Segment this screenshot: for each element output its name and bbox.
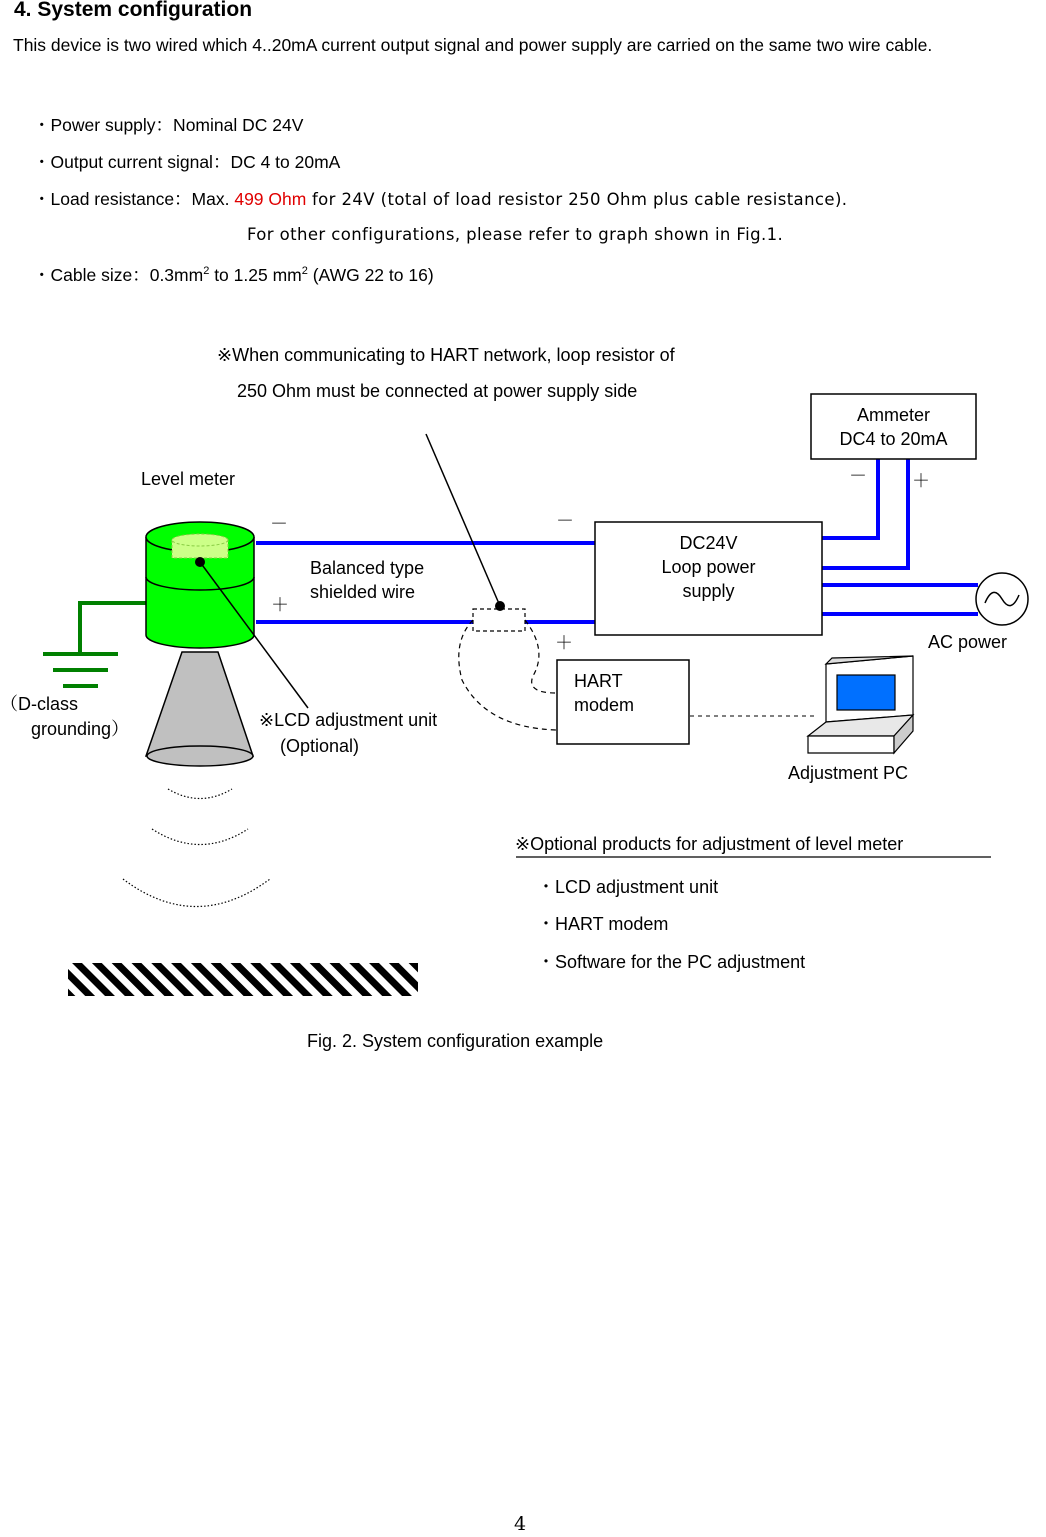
wire-label-line-2: shielded wire [310,582,416,602]
optional-item: ・Software for the PC adjustment [537,952,806,972]
loop-power-supply-label [595,531,822,603]
hart-note-line-2: 250 Ohm must be connected at power supply side [237,381,638,401]
load-prefix: ・Load resistance：Max. [33,189,235,209]
hart-modem-label [574,669,634,717]
ammeter-label [811,403,976,451]
optional-item: ・HART modem [537,914,669,934]
supply-minus-terminal: － [556,511,574,531]
spec-power-supply: ・Power supply：Nominal DC 24V [33,115,304,135]
page-number: 4 [514,1513,527,1535]
adjustment-pc-label: Adjustment PC [788,763,909,783]
lcd-adjustment-unit [172,534,228,558]
cable-text-a: ・Cable size：0.3mm [33,265,204,285]
ammeter-label-line-1: Ammeter [856,405,930,425]
loop-resistor [473,609,525,631]
ground-symbol [43,603,146,686]
load-value: 499 Ohm [234,189,307,209]
hart-connections [459,620,557,730]
level-meter-label: Level meter [141,469,236,489]
resistor-pointer [426,434,500,606]
lcd-unit-label-line-1: ※LCD adjustment unit [259,710,438,730]
grounding-label-line-2: grounding） [31,719,130,739]
lcd-unit-label-line-2: (Optional) [280,736,360,756]
cable-text-c: (AWG 22 to 16) [307,265,434,285]
adjustment-pc-icon [808,656,913,753]
spec-output-current: ・Output current signal：DC 4 to 20mA [33,152,341,172]
wire-label [310,556,424,604]
ammeter-label-line-2: DC4 to 20mA [839,429,948,449]
cable-text-b: to 1.25 mm [209,265,302,285]
supply-plus-terminal: ＋ [555,633,573,653]
supply-label-line-1: DC24V [679,533,738,553]
load-note: For other configurations, please refer to graph shown in Fig.1. [247,225,784,244]
supply-label-line-3: supply [682,581,735,601]
grounding-label-line-1: （D-class [0,694,79,714]
cable-superscript-2: 2 [301,265,308,278]
cable-superscript-1: 2 [203,265,210,278]
ac-power-source [976,573,1028,625]
section-heading: 4. System configuration [14,0,253,21]
optional-products-title: ※Optional products for adjustment of level meter [515,834,904,854]
load-suffix: for 24V (total of load resistor 250 Ohm plus cable resistance). [306,190,848,209]
figure-caption: Fig. 2. System configuration example [307,1031,604,1051]
ammeter-plus-terminal: ＋ [912,471,930,491]
hart-note-line-1: ※When communicating to HART network, loop resistor of [217,345,675,365]
supply-label-line-2: Loop power [661,557,756,577]
ammeter-minus-terminal: － [849,466,867,486]
radar-waves [123,789,270,907]
hart-label-line-1: HART [574,671,623,691]
wire-label-line-1: Balanced type [310,558,425,578]
intro-paragraph: This device is two wired which 4..20mA current output signal and power supply are carried on the same two wire cable. [13,35,933,55]
hart-label-line-2: modem [574,695,635,715]
meter-plus-terminal: ＋ [271,595,289,615]
target-surface [68,963,418,996]
optional-item: ・LCD adjustment unit [537,877,719,897]
ac-power-label: AC power [928,632,1008,652]
meter-minus-terminal: － [270,514,288,534]
